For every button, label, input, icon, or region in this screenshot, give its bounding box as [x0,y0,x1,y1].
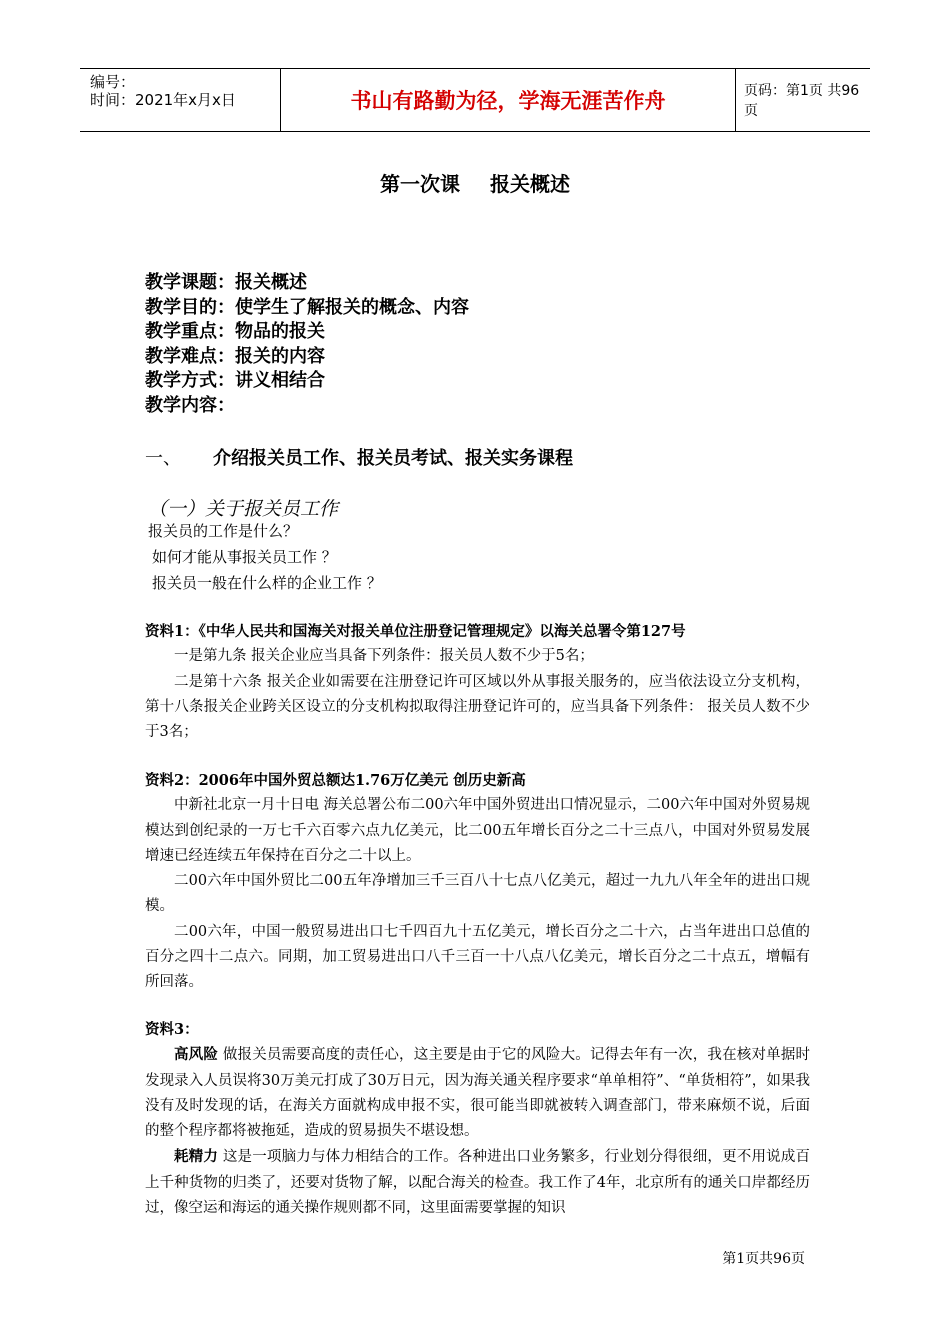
page-info: 页码：第1页 共96页 [744,83,860,119]
material-2-heading: 资料2：2006年中国外贸总额达1.76万亿美元 创历史新高 [145,772,526,789]
effort-text: 这是一项脑力与体力相结合的工作。各种进出口业务繁多，行业划分得很细，更不用说成百上千种货物的归类了，还要对货物了解，以配合海关的检查。我工作了4年，北京所有的通关口岸都经历过，像空运和海运的通关操作规则都不同，这里面需要掌握的知识 [145,1149,811,1217]
page-footer: 第1页共96页 [722,1251,805,1267]
lesson-meta [145,271,469,418]
material-1-para: 二是第十六条 报关企业如需要在注册登记许可区域以外从事报关服务的，应当依法设立分支机构，第十八条报关企业跨关区设立的分支机构拟取得注册登记许可的，应当具备下列条件： 报关员人数不少于3名； [145,673,810,741]
meta-difficulty: 教学难点：报关的内容 [145,345,325,367]
header-table [80,68,870,132]
header-page-cell [734,69,870,131]
number-label: 编号： [90,73,136,91]
material-1-para: 一是第九条 报关企业应当具备下列条件：报关员人数不少于5名； [174,648,594,665]
title-part2: 报关概述 [490,172,570,196]
material-2-para: 二00六年，中国一般贸易进出口七千四百九十五亿美元，增长百分之二十六，占当年进出口总值的百分之四十二点六。同期，加工贸易进出口八千三百一十八点八亿美元，增长百分之二十点五，增幅有所回落。 [145,923,810,991]
question-item: 报关员的工作是什么？ [148,522,299,540]
subsection-heading: （一）关于报关员工作 [148,498,339,520]
material-1 [145,619,810,745]
material-3 [145,1017,810,1221]
meta-goal: 教学目的：使学生了解报关的概念、内容 [145,296,469,318]
material-3-para [145,1144,810,1221]
meta-topic: 教学课题：报关概述 [145,272,307,293]
title-part1: 第一次课 [380,172,460,196]
question-item: 如何才能从事报关员工作 ？ [152,548,337,566]
meta-content: 教学内容： [145,394,235,416]
effort-label: 耗精力 [174,1148,219,1166]
question-item: 报关员一般在什么样的企业工作 ？ [152,574,382,592]
motto-text: 书山有路勤为径，学海无涯苦作舟 [350,89,666,113]
header-left-cell [80,69,280,131]
material-1-heading: 资料1：《中华人民共和国海关对报关单位注册登记管理规定》以海关总署令第127号 [145,623,686,640]
material-2-para: 二00六年中国外贸比二00五年净增加三千三百八十七点八亿美元，超过一九九八年全年的进出口规模。 [145,873,810,915]
high-risk-text: 做报关员需要高度的责任心，这主要是由于它的风险大。记得去年有一次，我在核对单据时发现录入人员误将30万美元打成了30万日元，因为海关通关程序要求“单单相符”、“单货相符”，如果我没有及时发现的话，在海关方面就构成申报不实，很可能当即就被转入调查部门，带来麻烦不说，后面的整个程序都将被拖延，造成的贸易损失不堪设想。 [145,1047,811,1140]
section-heading-1 [145,444,573,470]
meta-key-point: 教学重点：物品的报关 [145,321,325,342]
high-risk-label: 高风险 [174,1046,219,1064]
question-list [148,518,382,596]
page-title [0,168,950,197]
meta-method: 教学方式：讲义相结合 [145,370,325,391]
material-2 [145,768,810,996]
material-3-para [145,1042,810,1144]
section-number: 一、 [145,448,181,469]
time-label: 时间：2021年x月x日 [90,91,236,109]
section-text: 介绍报关员工作、报关员考试、报关实务课程 [213,448,573,469]
material-3-heading: 资料3： [145,1021,199,1038]
header-motto-cell [280,69,736,131]
material-2-para: 中新社北京一月十日电 海关总署公布二00六年中国外贸进出口情况显示，二00六年中国对外贸易规模达到创纪录的一万七千六百零六点九亿美元，比二00五年增长百分之二十三点八，中国对外贸易发展增速已经连续五年保持在百分之二十以上。 [145,797,811,864]
